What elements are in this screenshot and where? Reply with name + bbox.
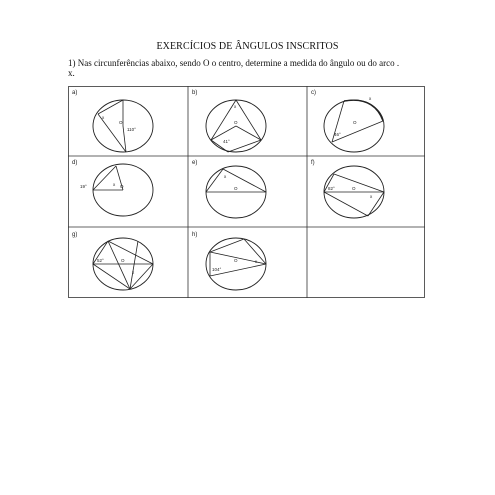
panel-a-center: O [119, 120, 123, 125]
panel-e-label: e) [192, 160, 198, 166]
panel-h-circle [206, 238, 266, 290]
question-text [68, 58, 399, 78]
panel-a-measure: 110° [127, 127, 136, 132]
exercise-grid-svg [68, 86, 425, 298]
panel-g [72, 232, 153, 290]
panel-b-radius-2 [236, 126, 261, 140]
panel-b-radius-1 [211, 126, 236, 140]
panel-b-label: b) [192, 90, 198, 96]
panel-h-label: h) [192, 232, 198, 238]
panel-d-measure: 19° [80, 184, 87, 189]
panel-b-chord-1 [211, 100, 236, 140]
panel-g-chord-2 [108, 241, 153, 264]
panel-f-center: O [352, 186, 356, 191]
panel-a-label: a) [72, 90, 78, 96]
panel-h-var: x [255, 259, 258, 264]
panel-f-var: x [370, 194, 373, 199]
page-title: EXERCÍCIOS DE ÂNGULOS INSCRITOS [156, 41, 339, 52]
panel-b-center: O [234, 120, 238, 125]
panel-b-chord-2 [236, 100, 261, 140]
panel-g-measure: 52° [97, 258, 104, 263]
panel-c-arc [344, 100, 383, 121]
panel-d [72, 160, 153, 216]
panel-g-label: g) [72, 232, 78, 238]
panel-d-var: x [113, 182, 116, 187]
exercise-grid [68, 86, 425, 298]
panel-b-chord-4 [228, 140, 261, 152]
question-line-2: x. [68, 68, 75, 78]
panel-b-var: x [234, 104, 237, 109]
panel-e-center: O [234, 186, 238, 191]
panel-a-var: x [102, 115, 105, 120]
panel-f-chord-3 [324, 192, 368, 216]
panel-h-center: O [234, 258, 238, 263]
panel-h-measure: 104° [212, 267, 222, 272]
panel-h [192, 232, 266, 290]
panel-c-label: c) [311, 90, 316, 96]
panel-c-center: O [353, 120, 357, 125]
panel-c [311, 90, 384, 152]
panel-h-chord-5 [210, 252, 266, 264]
panel-c-measure: 46° [334, 132, 341, 137]
panel-g-center: O [121, 258, 125, 263]
question-line-1: 1) Nas circunferências abaixo, sendo O o centro, determine a medida do ângulo ou do arco . [68, 58, 400, 68]
panel-f-measure: 82° [328, 186, 335, 191]
panel-d-label: d) [72, 160, 78, 166]
panel-f-chord-2 [334, 174, 384, 192]
panel-f [311, 160, 384, 218]
panel-e-chord-2 [223, 169, 266, 192]
panel-f-label: f) [311, 160, 315, 166]
panel-a [72, 90, 153, 152]
panel-e-var: x [224, 174, 227, 179]
panel-e [192, 160, 266, 218]
panel-c-var: x [369, 96, 372, 101]
panel-g-var: x [132, 270, 135, 275]
panel-b [192, 90, 266, 152]
panel-b-measure: 41° [223, 139, 230, 144]
panel-d-center: O [120, 184, 124, 189]
